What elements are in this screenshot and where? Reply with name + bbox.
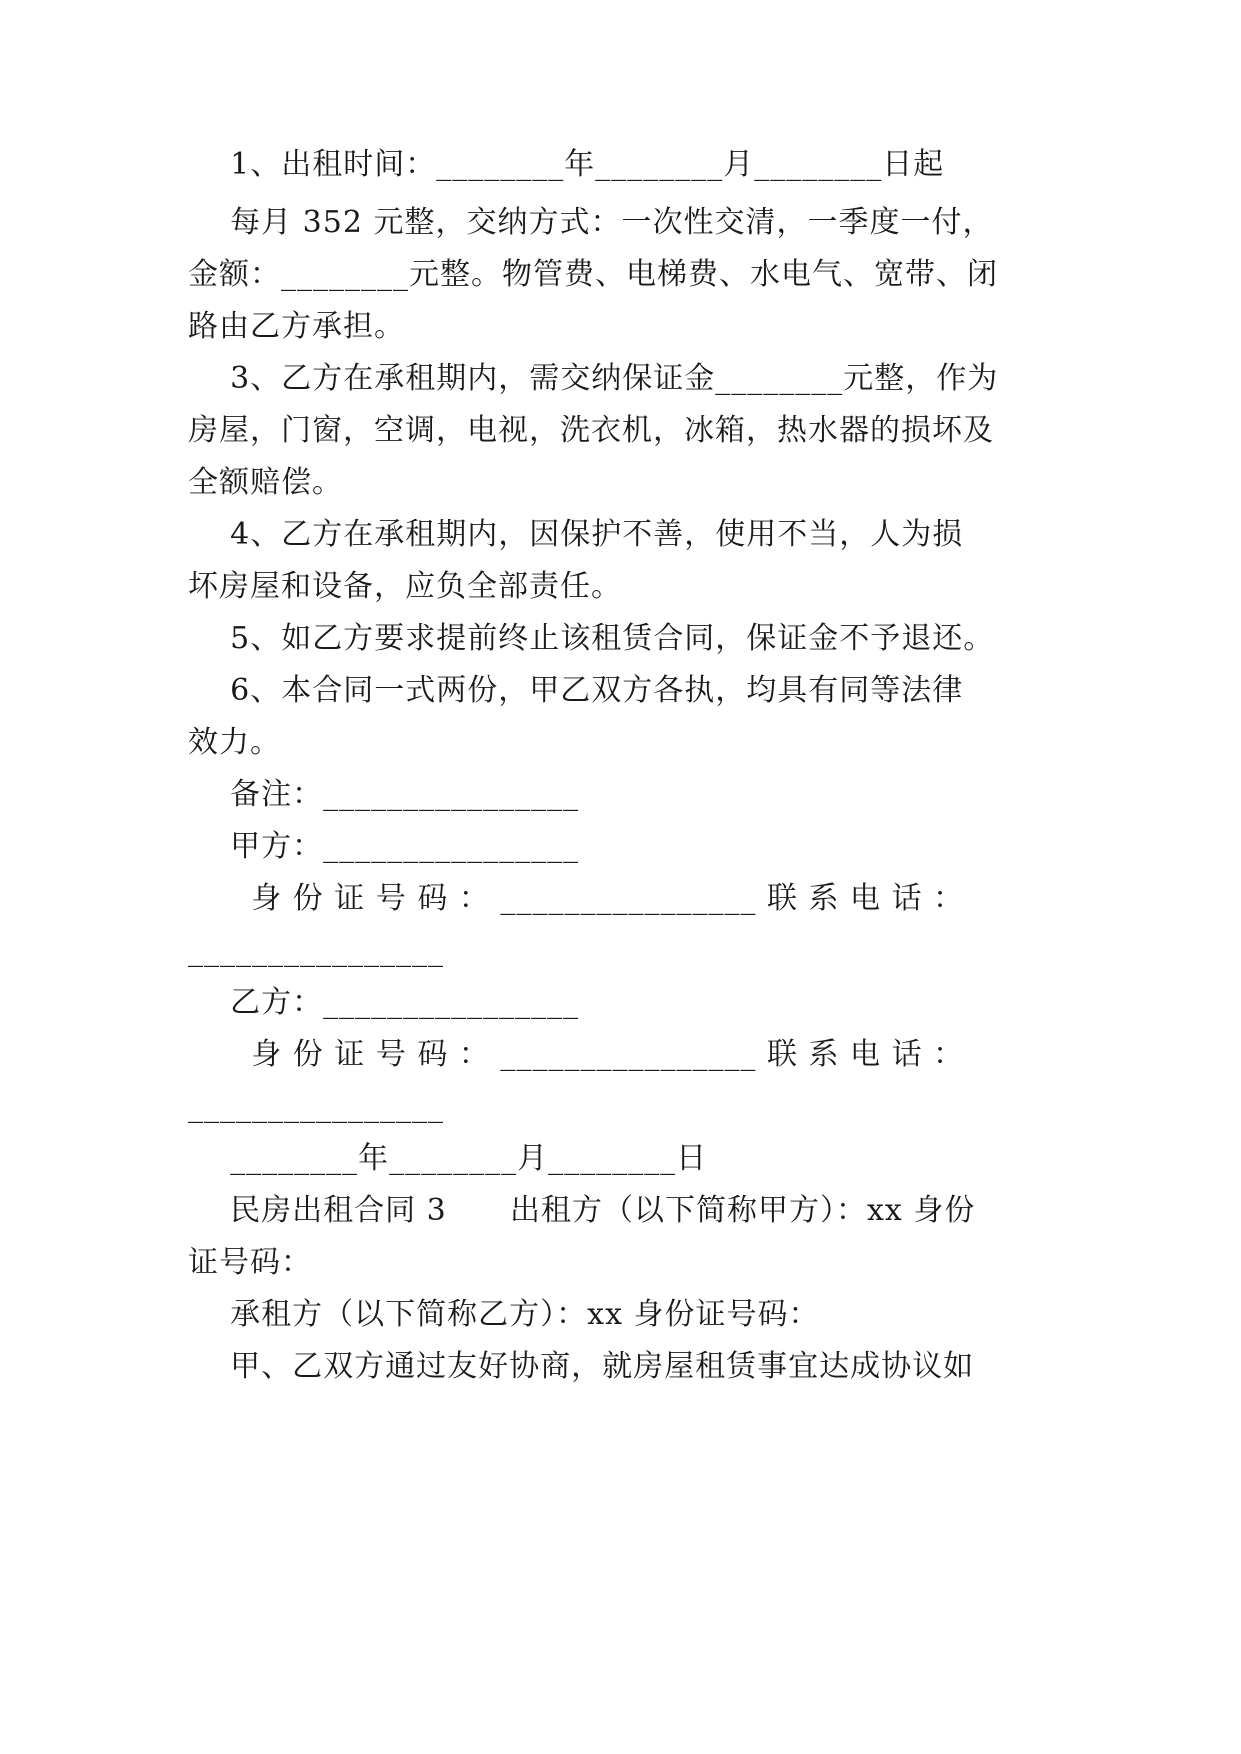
party-a-field: 甲方：________________ (188, 829, 580, 864)
clause-4-liability-end: 坏房屋和设备，应负全部责任。 (188, 569, 622, 604)
agreement-intro: 甲、乙双方通过友好协商，就房屋租赁事宜达成协议如 (188, 1349, 975, 1384)
signing-date: ________年________月________日 (188, 1141, 708, 1176)
remarks-field: 备注：________________ (188, 777, 580, 812)
clause-3-deposit-end: 全额赔偿。 (188, 465, 343, 500)
party-b-id-phone: 身 份 证 号 码 ： ________________ 联 系 电 话 ： (188, 1037, 965, 1072)
clause-4-liability: 4、乙方在承租期内，因保护不善，使用不当，人为损 (188, 517, 964, 552)
clause-3-deposit-cont: 房屋，门窗，空调，电视，洗衣机，冰箱，热水器的损坏及 (188, 413, 994, 448)
clause-6-copies: 6、本合同一式两份，甲乙双方各执，均具有同等法律 (188, 673, 964, 708)
party-b-phone-blank: ________________ (188, 1089, 444, 1124)
party-b-field: 乙方：________________ (188, 985, 580, 1020)
lessee-line: 承租方（以下简称乙方）：xx 身份证号码： (188, 1297, 820, 1332)
clause-monthly-rent-cont: 金额：________元整。物管费、电梯费、水电气、宽带、闭 (188, 257, 998, 292)
clause-5-termination: 5、如乙方要求提前终止该租赁合同，保证金不予退还。 (188, 621, 995, 656)
clause-monthly-rent: 每月 352 元整，交纳方式：一次性交清，一季度一付， (188, 205, 994, 240)
party-a-id-phone: 身 份 证 号 码 ： ________________ 联 系 电 话 ： (188, 881, 965, 916)
clause-3-deposit: 3、乙方在承租期内，需交纳保证金________元整，作为 (188, 361, 999, 396)
clause-monthly-rent-end: 路由乙方承担。 (188, 309, 405, 344)
clause-6-copies-end: 效力。 (188, 725, 281, 760)
contract-3-heading-cont: 证号码： (188, 1245, 312, 1280)
clause-rental-start-date: 1、出租时间：________年________月________日起 (188, 147, 945, 182)
party-a-phone-blank: ________________ (188, 933, 444, 968)
contract-3-heading: 民房出租合同 3 出租方（以下简称甲方）：xx 身份 (188, 1193, 976, 1228)
